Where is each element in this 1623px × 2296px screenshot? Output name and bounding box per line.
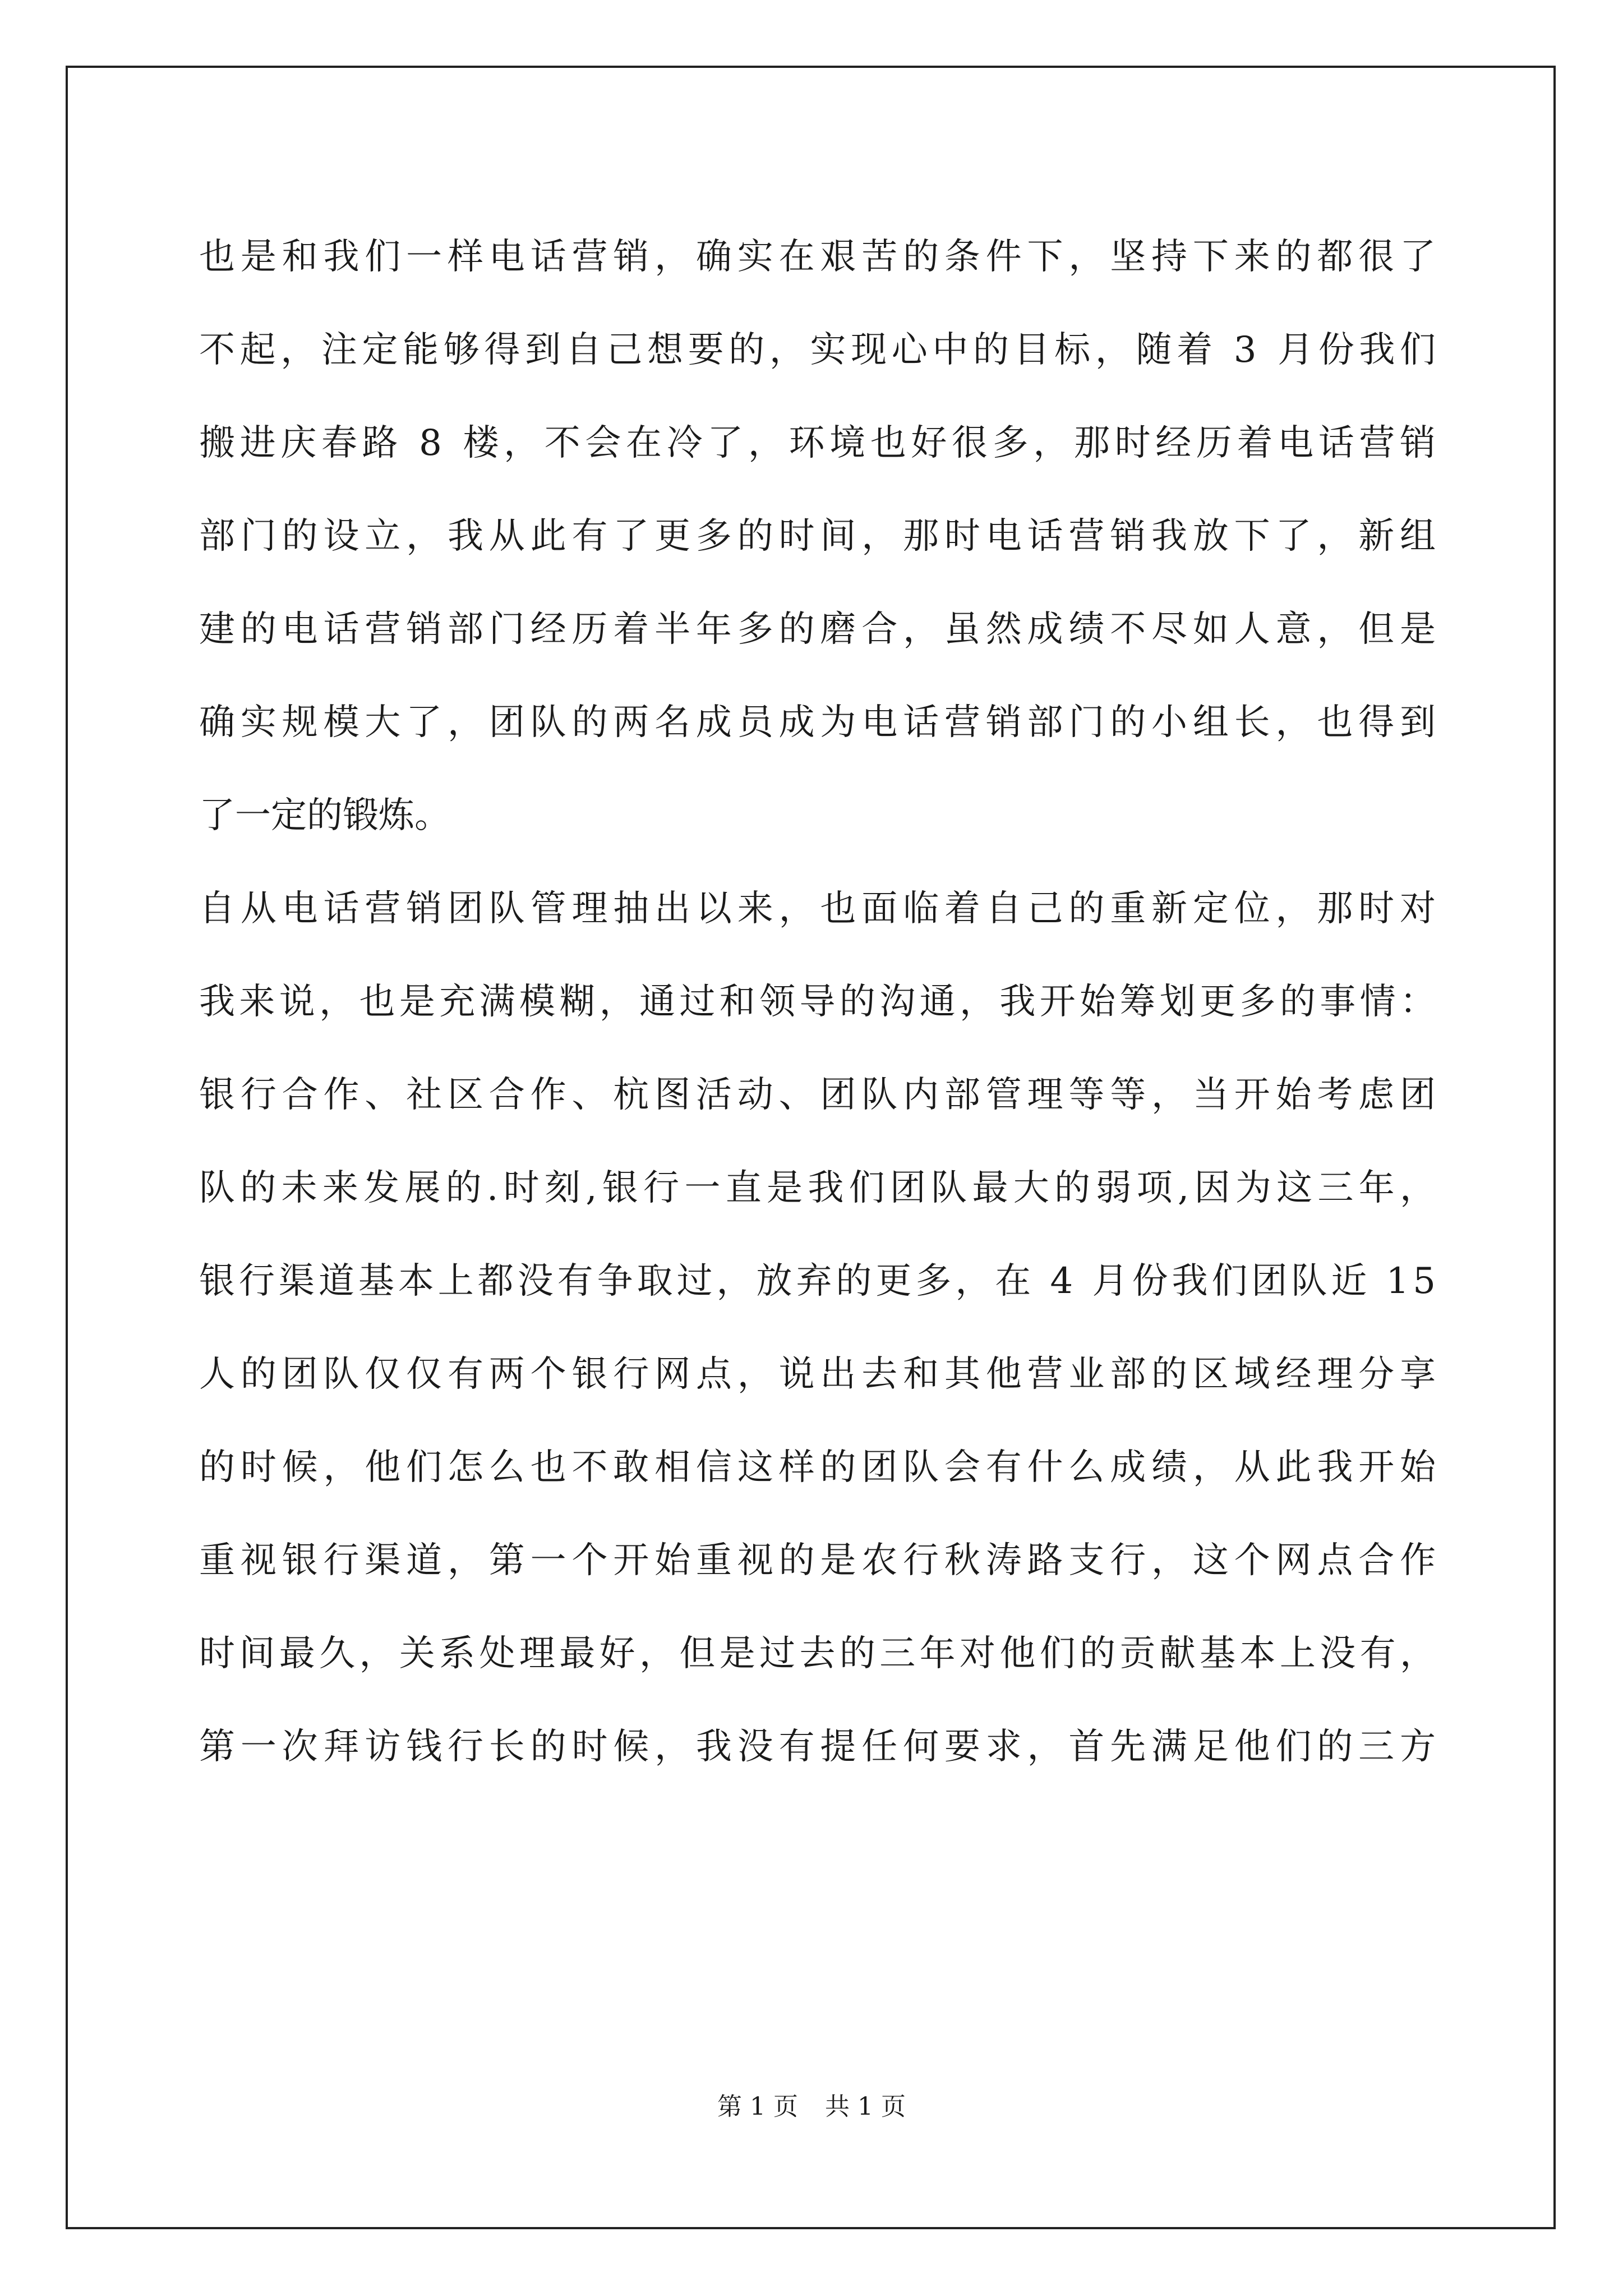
text-line: 建的电话营销部门经历着半年多的磨合，虽然成绩不尽如人意，但是: [199, 609, 1441, 650]
text-line: 重视银行渠道，第一个开始重视的是农行秋涛路支行，这个网点合作: [199, 1540, 1441, 1581]
text-line: 我来说，也是充满模糊，通过和领导的沟通，我开始筹划更多的事情：: [199, 981, 1440, 1023]
text-line: 的时候，他们怎么也不敢相信这样的团队会有什么成绩，从此我开始: [199, 1447, 1441, 1488]
page-footer: [0, 2090, 1623, 2124]
text-line: 银行合作、社区合作、杭图活动、团队内部管理等等，当开始考虑团: [199, 1074, 1441, 1116]
text-line: 银行渠道基本上都没有争取过，放弃的更多，在 4 月份我们团队近 15: [199, 1260, 1440, 1302]
text-line: 第一次拜访钱行长的时候，我没有提任何要求，首先满足他们的三方: [199, 1726, 1441, 1768]
page-number-current: 第 1 页: [717, 2092, 798, 2121]
text-line: 人的团队仅仅有两个银行网点，说出去和其他营业部的区域经理分享: [199, 1354, 1441, 1395]
text-line: 确实规模大了，团队的两名成员成为电话营销部门的小组长，也得到: [199, 702, 1441, 743]
text-line: 不起，注定能够得到自己想要的，实现心中的目标，随着 3 月份我们: [199, 329, 1441, 371]
document-body: [199, 210, 1441, 1793]
text-line: 部门的设立，我从此有了更多的时间，那时电话营销我放下了，新组: [199, 516, 1441, 557]
text-line: 自从电话营销团队管理抽出以来，也面临着自己的重新定位，那时对: [199, 888, 1441, 930]
text-line: 了一定的锻炼。: [199, 795, 450, 836]
text-line: 队的未来发展的.时刻,银行一直是我们团队最大的弱项,因为这三年，: [199, 1167, 1441, 1209]
text-line: 也是和我们一样电话营销，确实在艰苦的条件下，坚持下来的都很了: [199, 236, 1441, 278]
page-number-total: 共 1 页: [825, 2092, 906, 2121]
text-line: 时间最久，关系处理最好，但是过去的三年对他们的贡献基本上没有，: [199, 1633, 1440, 1674]
text-line: 搬进庆春路 8 楼，不会在冷了，环境也好很多，那时经历着电话营销: [199, 422, 1441, 464]
